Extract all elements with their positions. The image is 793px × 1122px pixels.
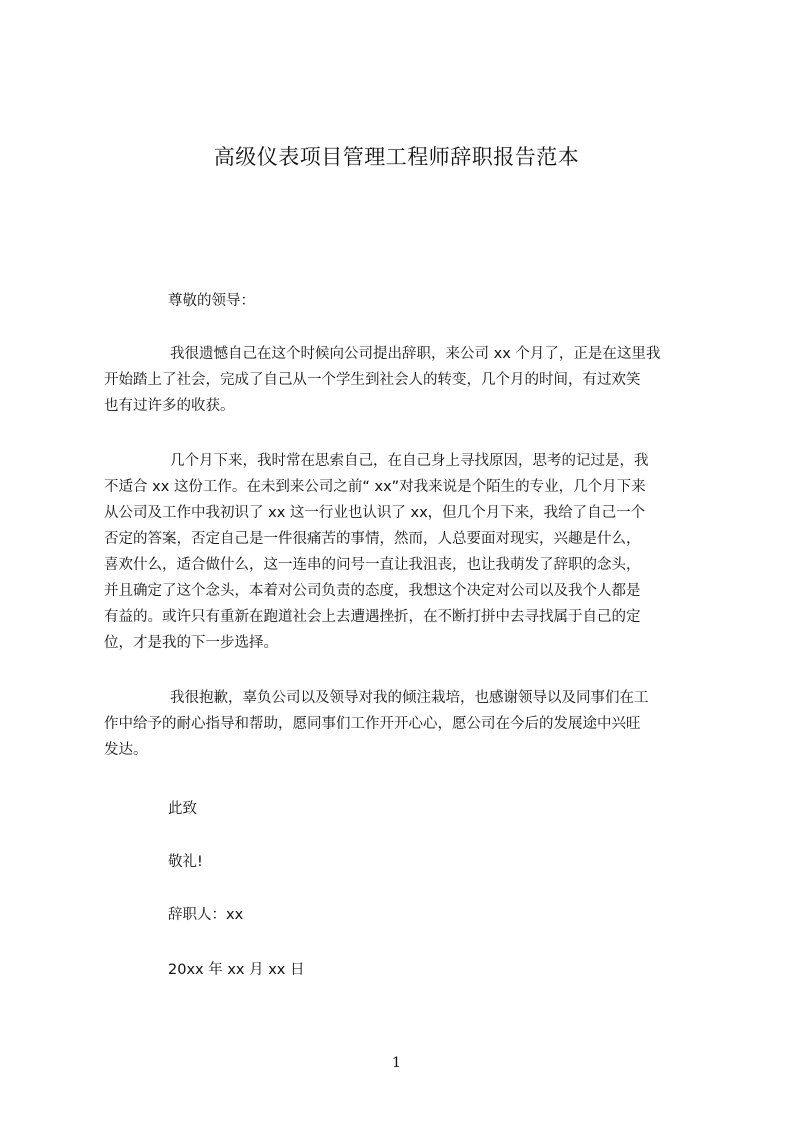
paragraph-3 — [104, 685, 704, 763]
paragraph-line: 几个月下来，我时常在思索自己，在自己身上寻找原因，思考的记过是，我 — [170, 453, 649, 469]
paragraph-line: 作中给予的耐心指导和帮助，愿同事们工作开开心心，愿公司在今后的发展途中兴旺 — [104, 716, 641, 732]
paragraph-line: 位，才是我的下一步选择。 — [104, 635, 278, 651]
closing-line: 此致 — [168, 801, 197, 817]
paragraph-1 — [104, 341, 704, 419]
paragraph-line: 有益的。或许只有重新在跑道社会上去遭遇挫折，在不断打拼中去寻找属于自己的定 — [104, 609, 641, 625]
closing-greeting: 敬礼! — [168, 854, 203, 870]
signer: 辞职人：xx — [168, 907, 244, 923]
page-number: 1 — [392, 1055, 401, 1071]
paragraph-line: 否定的答案，否定自己是一件很痛苦的事情，然而，人总要面对现实，兴趣是什么， — [104, 531, 641, 547]
paragraph-line: 并且确定了这个念头，本着对公司负责的态度，我想这个决定对公司以及我个人都是 — [104, 583, 641, 599]
date: 20xx 年 xx 月 xx 日 — [168, 962, 305, 978]
paragraph-line: 也有过许多的收获。 — [104, 398, 235, 414]
paragraph-2 — [104, 448, 704, 656]
paragraph-line: 开始踏上了社会，完成了自己从一个学生到社会人的转变，几个月的时间，有过欢笑 — [104, 372, 641, 388]
paragraph-line: 不适合 xx 这份工作。在未到来公司之前“ xx”对我来说是个陌生的专业，几个月下来 — [104, 479, 646, 495]
document-title: 高级仪表项目管理工程师辞职报告范本 — [213, 145, 580, 169]
paragraph-line: 喜欢什么，适合做什么，这一连串的问号一直让我沮丧，也让我萌发了辞职的念头， — [104, 557, 641, 573]
salutation: 尊敬的领导： — [168, 293, 255, 309]
paragraph-line: 我很抱歉，辜负公司以及领导对我的倾注栽培，也感谢领导以及同事们在工 — [170, 690, 649, 706]
paragraph-line: 发达。 — [104, 742, 148, 758]
paragraph-line: 我很遗憾自己在这个时候向公司提出辞职，来公司 xx 个月了，正是在这里我 — [170, 346, 661, 362]
paragraph-line: 从公司及工作中我初识了 xx 这一行业也认识了 xx，但几个月下来，我给了自己一个 — [104, 505, 646, 521]
